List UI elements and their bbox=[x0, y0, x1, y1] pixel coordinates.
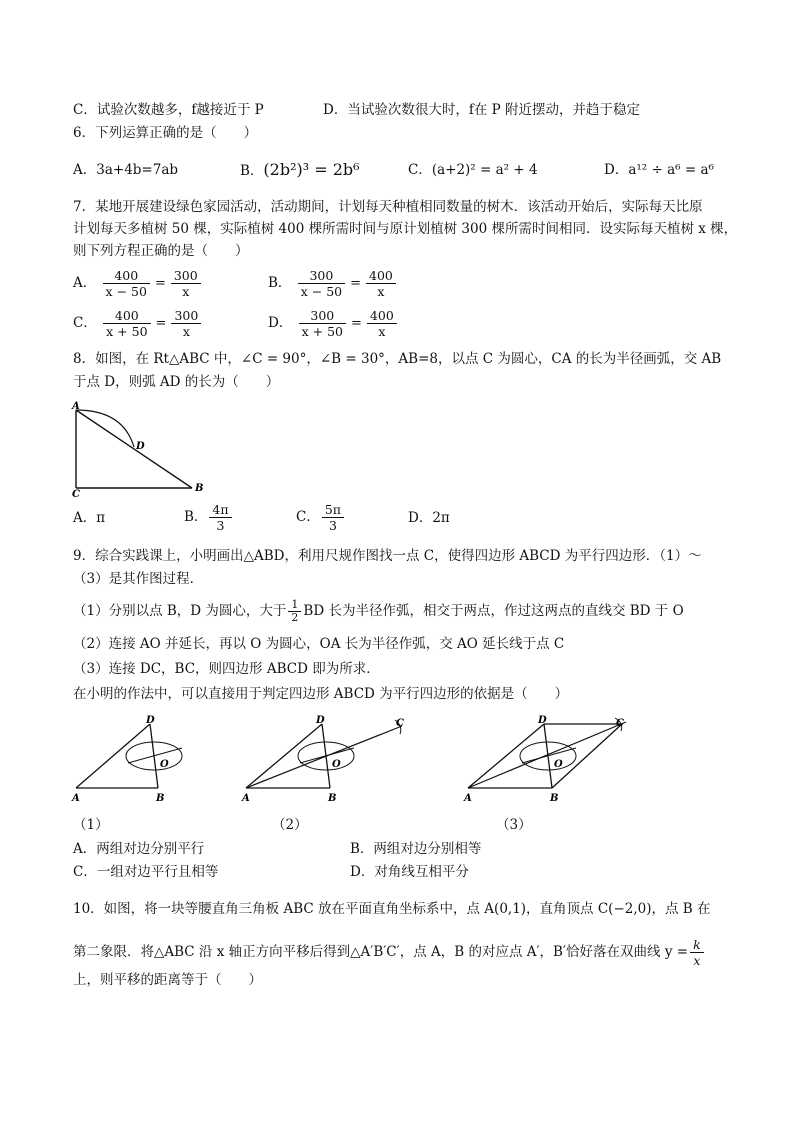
q9-option-d: D．对角线互相平分 bbox=[350, 864, 469, 880]
q10-hyper-den: x bbox=[693, 953, 701, 968]
q7-line2: 计划每天多植树 50 棵，实际植树 400 棵所需时间与原计划植树 300 棵所需时间相同．设实际每天植树 x 棵， bbox=[73, 221, 738, 237]
q6-option-b-label: B． bbox=[240, 163, 264, 179]
q7-c-left-num: 400 bbox=[103, 308, 150, 324]
fig3-caption: （3） bbox=[496, 817, 532, 833]
q10-line2 bbox=[73, 937, 706, 968]
q9-step1 bbox=[73, 599, 684, 624]
q8-c-den: 3 bbox=[328, 518, 337, 533]
q8-option-a: A．π bbox=[73, 510, 106, 526]
fig3-label-o: O bbox=[554, 759, 563, 770]
fig3-side-bc bbox=[552, 724, 622, 788]
q8-line1: 8．如图，在 Rt△ABC 中，∠C = 90°，∠B = 30°，AB=8，以点 C 为圆心，CA 的长为半径画弧，交 AB bbox=[73, 351, 722, 367]
q7-option-a: A． $\frac{400}{x - 50}$ = $\frac{300}{x}$ bbox=[73, 268, 203, 299]
prev-option-d: D．当试验次数很大时，f在 P 附近摆动，并趋于稳定 bbox=[323, 102, 640, 118]
q7-d-left-den: x + 50 bbox=[301, 324, 344, 339]
q8-c-num: 5π bbox=[322, 502, 344, 518]
q8-option-b-label: B． bbox=[184, 509, 208, 525]
q6-option-a: A．3a+4b=7ab bbox=[73, 162, 179, 178]
q8-triangle-figure bbox=[68, 396, 218, 498]
q8-b-den: 3 bbox=[216, 518, 225, 533]
q9-step1-num: 1 bbox=[288, 599, 301, 612]
q7-b-right-num: 400 bbox=[366, 268, 396, 284]
fig3-label-b: B bbox=[550, 793, 559, 804]
fig2-label-d: D bbox=[316, 715, 325, 726]
fig3-line-ac bbox=[468, 722, 626, 788]
q6-option-b-expr: (2b²)³ = 2b⁶ bbox=[263, 160, 360, 179]
q6-option-b bbox=[240, 160, 360, 181]
q10-line3: 上，则平移的距离等于（ ） bbox=[73, 972, 262, 988]
q9-question: 在小明的作法中，可以直接用于判定四边形 ABCD 为平行四边形的依据是（ ） bbox=[73, 686, 569, 702]
q9-figure-3 bbox=[462, 714, 642, 806]
fig1-label-a: A bbox=[72, 793, 80, 804]
q8-option-b bbox=[184, 502, 234, 533]
fig3-side-ad bbox=[468, 724, 544, 788]
q7-line3: 则下列方程正确的是（ ） bbox=[73, 243, 249, 259]
q8-label-c: C bbox=[72, 489, 80, 498]
q7-b-left-num: 300 bbox=[298, 268, 345, 284]
fig2-label-o: O bbox=[332, 759, 341, 770]
q7-option-b: B． $\frac{300}{x - 50}$ = $\frac{400}{x}$ bbox=[268, 268, 398, 299]
q9-step3: （3）连接 DC，BC，则四边形 ABCD 即为所求． bbox=[73, 661, 380, 677]
q9-option-a: A．两组对边分别平行 bbox=[73, 841, 205, 857]
q7-a-left-num: 400 bbox=[103, 268, 150, 284]
q7-a-right-num: 300 bbox=[171, 268, 201, 284]
q10-hyper-num: k bbox=[690, 937, 704, 953]
q9-step1-pre: （1）分别以点 B，D 为圆心，大于 bbox=[73, 603, 287, 619]
fig3-label-c: C bbox=[616, 718, 624, 729]
q9-step1-den: 2 bbox=[291, 611, 299, 624]
q7-b-left-den: x − 50 bbox=[300, 284, 343, 299]
q7-a-right-den: x bbox=[182, 284, 190, 299]
q7-option-d-label: D． bbox=[268, 315, 293, 331]
q9-figure-2 bbox=[240, 714, 420, 806]
q7-c-right-den: x bbox=[182, 324, 190, 339]
q8-line2: 于点 D，则弧 AD 的长为（ ） bbox=[73, 374, 280, 390]
fig1-side-ad bbox=[76, 724, 150, 788]
fig2-caption: （2） bbox=[272, 817, 308, 833]
q9-option-c: C．一组对边平行且相等 bbox=[73, 864, 219, 880]
fig2-label-b: B bbox=[328, 793, 337, 804]
q6-option-c: C．(a+2)² = a² + 4 bbox=[408, 162, 538, 178]
q9-step1-post: BD 长为半径作弧，相交于两点，作过这两点的直线交 BD 于 O bbox=[303, 603, 684, 619]
q8-label-d: D bbox=[136, 441, 145, 452]
q8-side-ab bbox=[76, 410, 192, 488]
q7-option-c-label: C． bbox=[73, 315, 97, 331]
q8-option-c bbox=[296, 502, 346, 533]
fig1-label-d: D bbox=[146, 715, 155, 726]
fig3-label-d: D bbox=[538, 715, 547, 726]
q10-line2-text: 第二象限．将△ABC 沿 x 轴正方向平移后得到△A′B′C′，点 A，B 的对应点 A′，B′恰好落在双曲线 y = bbox=[73, 944, 689, 960]
q7-b-right-den: x bbox=[377, 284, 385, 299]
q7-option-c: C． $\frac{400}{x + 50}$ = $\frac{300}{x}$ bbox=[73, 308, 203, 339]
q8-b-num: 4π bbox=[209, 502, 231, 518]
q7-d-right-num: 400 bbox=[367, 308, 397, 324]
q7-option-a-label: A． bbox=[73, 275, 97, 291]
q7-d-left-num: 300 bbox=[299, 308, 346, 324]
prev-option-c: C．试验次数越多，f越接近于 P bbox=[73, 102, 264, 118]
q8-option-c-label: C． bbox=[296, 509, 320, 525]
q7-d-right-den: x bbox=[378, 324, 386, 339]
fig2-label-c: C bbox=[396, 718, 404, 729]
fig1-label-o: O bbox=[160, 759, 169, 770]
fig3-label-a: A bbox=[464, 793, 472, 804]
q9-step2: （2）连接 AO 并延长，再以 O 为圆心，OA 长为半径作弧，交 AO 延长线于点 C bbox=[73, 636, 565, 652]
q7-c-right-num: 300 bbox=[171, 308, 201, 324]
fig1-label-b: B bbox=[156, 793, 165, 804]
q6-stem: 6．下列运算正确的是（ ） bbox=[73, 125, 258, 141]
q7-a-left-den: x − 50 bbox=[105, 284, 147, 299]
q7-option-b-label: B． bbox=[268, 275, 292, 291]
q9-option-b: B．两组对边分别相等 bbox=[350, 841, 482, 857]
q9-line1: 9．综合实践课上，小明画出△ABD，利用尺规作图找一点 C，使得四边形 ABCD 为平行四边形．（1）～ bbox=[73, 548, 702, 564]
q6-option-d: D．a¹² ÷ a⁶ = a⁶ bbox=[604, 162, 714, 178]
q8-label-a: A bbox=[72, 401, 80, 412]
fig2-side-ad bbox=[246, 724, 322, 788]
q7-line1: 7．某地开展建设绿色家园活动，活动期间，计划每天种植相同数量的树木．该活动开始后，实际每天比原 bbox=[73, 199, 703, 215]
q8-label-b: B bbox=[195, 483, 204, 494]
q7-option-d: D． $\frac{300}{x + 50}$ = $\frac{400}{x}$ bbox=[268, 308, 399, 339]
fig1-caption: （1） bbox=[73, 817, 109, 833]
q9-line2: （3）是其作图过程． bbox=[73, 571, 204, 587]
q8-option-d: D．2π bbox=[408, 510, 450, 526]
q7-c-left-den: x + 50 bbox=[106, 324, 148, 339]
q9-figure-1 bbox=[70, 714, 195, 806]
q10-line1: 10．如图，将一块等腰直角三角板 ABC 放在平面直角坐标系中，点 A(0,1)，直角顶点 C(−2,0)，点 B 在 bbox=[73, 901, 711, 917]
fig2-label-a: A bbox=[242, 793, 250, 804]
